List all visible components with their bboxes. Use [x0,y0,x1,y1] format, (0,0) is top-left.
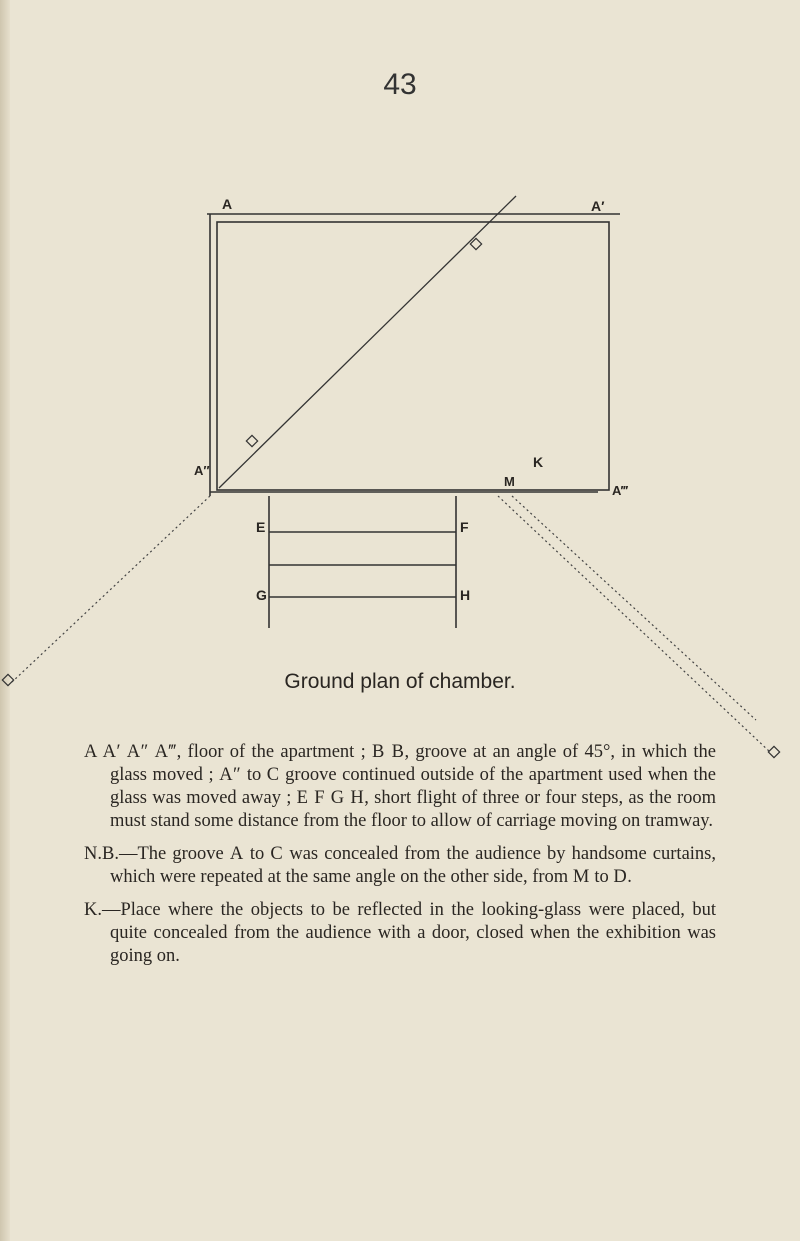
legend-paragraph-nb [84,843,716,889]
legend-letter-ref: A A′ A″ A‴ [84,742,177,762]
label-a: A [222,196,233,212]
legend-text-run: to [589,867,614,887]
legend-paragraph-floor [84,741,716,833]
label-m: M [504,474,515,489]
legend-text-run: to [241,765,267,785]
label-a-prime: A′ [591,198,605,214]
legend-letter-ref: A [229,844,244,864]
page-number: 43 [383,68,417,101]
legend-text-run: . [627,867,632,887]
label-a-double-prime: A″ [194,463,210,478]
legend-letter-ref: D [613,867,628,887]
label-f: F [460,519,469,535]
legend-text-run: groove continued outside of the apartment used when the glass was moved away ; [110,765,717,808]
label-h: H [460,587,471,603]
label-k: K [533,454,544,470]
groove-marker-lower [246,435,257,446]
groove-extension-left [12,496,210,682]
point-d-marker [768,746,779,757]
legend-letter-ref: C [266,765,280,785]
legend-letter-ref: B B [372,742,405,762]
legend-text-run: N.B.—The groove [84,844,230,864]
legend-text [84,741,716,978]
legend-text-run: , floor of the apartment ; [176,742,373,762]
diagram-caption: Ground plan of chamber. [284,670,516,693]
label-a-triple-prime: A‴ [612,483,628,498]
legend-text-run: to [243,844,271,864]
chamber-outline [217,222,609,490]
legend-letter-ref: E F G H [296,788,365,808]
legend-letter-ref: A″ [219,765,242,785]
legend-text-run: was concealed from the audience by handsome curtains, which were repeated at the same angle on the other side, from [110,844,716,887]
label-e: E [256,519,266,535]
groove-extension-right [498,496,770,752]
glass-groove-diagonal [219,196,516,488]
legend-letter-ref: C [270,844,284,864]
label-g: G [256,587,267,603]
legend-paragraph-k [84,899,716,968]
legend-text-run: , groove at an angle of 45°, in which the glass moved ; [110,742,717,785]
legend-letter-ref: M [572,867,590,887]
legend-text-run: , short flight of three or four steps, as the room must stand some distance from the floor to allow of carriage moving on tramway. [110,788,716,831]
legend-text-run: K.—Place where the objects to be reflected in the looking-glass were placed, but quite concealed from the audience with a door, closed when the exhibition was going on. [84,900,716,966]
